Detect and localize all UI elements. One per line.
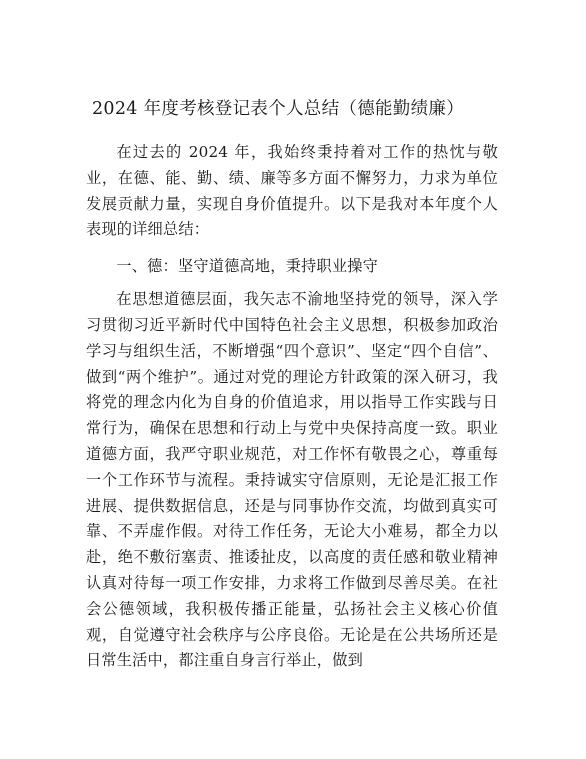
document-body <box>86 140 498 674</box>
section-body-de: 在思想道德层面，我矢志不渝地坚持党的领导，深入学习贯彻习近平新时代中国特色社会主义思想，积极参加政治学习与组织生活，不断增强“四个意识”、坚定“四个自信”、做到“两个维护”。通过对党的理论方针政策的深入研习，我将党的理念内化为自身的价值追求，用以指导工作实践与日常行为，确保在思想和行动上与党中央保持高度一致。职业道德方面，我严守职业规范，对工作怀有敬畏之心，尊重每一个工作环节与流程。秉持诚实守信原则，无论是汇报工作进展、提供数据信息，还是与同事协作交流，均做到真实可靠、不弄虚作假。对待工作任务，无论大小难易，都全力以赴，绝不敷衍塞责、推诿扯皮，以高度的责任感和敬业精神认真对待每一项工作安排，力求将工作做到尽善尽美。在社会公德领域，我积极传播正能量，弘扬社会主义核心价值观，自觉遵守社会秩序与公序良俗。无论是在公共场所还是日常生活中，都注重自身言行举止，做到 <box>86 290 498 670</box>
document-title: 2024 年度考核登记表个人总结（德能勤绩廉） <box>92 99 464 119</box>
intro-paragraph: 在过去的 2024 年，我始终秉持着对工作的热忱与敬业，在德、能、勤、绩、廉等多方面不懈努力，力求为单位发展贡献力量，实现自身价值提升。以下是我对本年度个人表现的详细总结： <box>86 143 498 239</box>
section-heading-de: 一、德：坚守道德高地，秉持职业操守 <box>116 257 378 276</box>
